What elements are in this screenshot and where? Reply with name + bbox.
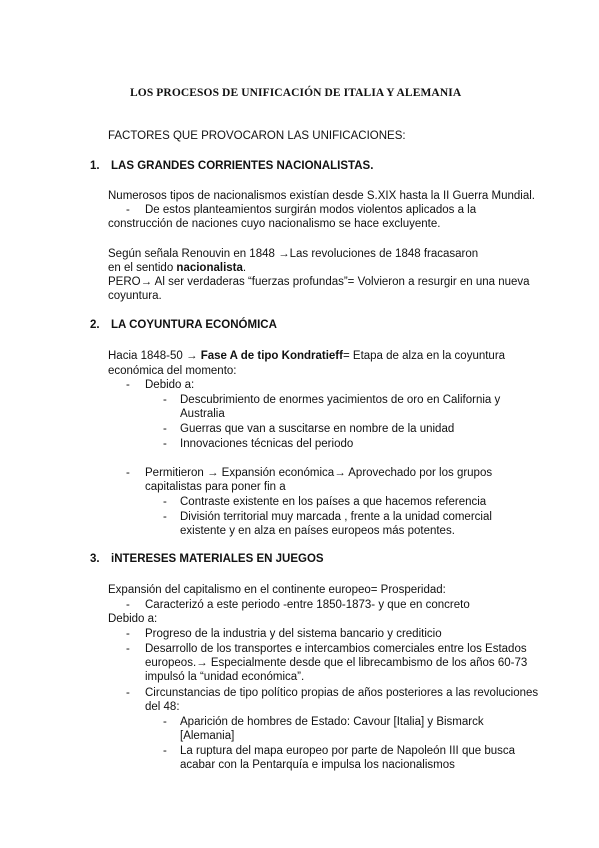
s3-paragraph-1: Expansión del capitalismo en el continente europeo= Prosperidad: xyxy=(108,584,446,596)
s1-paragraph-3-line-1: PERO→ Al ser verdaderas “fuerzas profundas”= Volvieron a resurgir en una nueva xyxy=(108,276,530,288)
dash-bullet: - xyxy=(163,745,167,757)
s2-paragraph-1-line-2: económica del momento: xyxy=(108,365,237,377)
dash-bullet: - xyxy=(126,467,130,479)
text-span: = Etapa de alza en la coyuntura xyxy=(342,350,506,362)
s1-paragraph-1: Numerosos tipos de nacionalismos existían desde S.XIX hasta la II Guerra Mundial. xyxy=(108,190,535,202)
section-3-number: 3. xyxy=(90,553,100,565)
dash-bullet: - xyxy=(163,511,167,523)
s2-permitieron-line-2: capitalistas para poner fin a xyxy=(145,481,286,493)
s3-bullet-1: Caracterizó a este periodo -entre 1850-1873- y que en concreto xyxy=(145,599,470,611)
s3-item-3-line-2: del 48: xyxy=(145,701,180,713)
dash-bullet: - xyxy=(126,687,130,699)
dash-bullet: - xyxy=(163,394,167,406)
s3-item-2-line-1: Desarrollo de los transportes e intercambios comerciales entre los Estados xyxy=(145,643,527,655)
factores-heading: FACTORES QUE PROVOCARON LAS UNIFICACIONES: xyxy=(108,130,406,142)
dash-bullet: - xyxy=(163,438,167,450)
section-1-heading: LAS GRANDES CORRIENTES NACIONALISTAS. xyxy=(111,160,374,172)
dash-bullet: - xyxy=(126,599,130,611)
section-3-heading: iNTERESES MATERIALES EN JUEGOS xyxy=(111,553,324,565)
s3-item-1: Progreso de la industria y del sistema bancario y crediticio xyxy=(145,628,442,640)
s2-debido: Debido a: xyxy=(145,379,195,391)
bold-span: nacionalista xyxy=(176,262,243,274)
s2-sub-2: Guerras que van a suscitarse en nombre de la unidad xyxy=(180,423,455,435)
bold-span: Fase A de tipo Kondratieff xyxy=(200,350,343,362)
s3-sub-2-line-1: La ruptura del mapa europeo por parte de Napoleón III que busca xyxy=(180,745,516,757)
s3-item-3-line-1: Circunstancias de tipo político propias de años posteriores a las revoluciones xyxy=(145,687,539,699)
s3-sub-1-line-2: [Alemania] xyxy=(180,730,235,742)
s2-permitieron-line-1: Permitieron → Expansión económica→ Aprovechado por los grupos xyxy=(145,467,493,479)
dash-bullet: - xyxy=(126,628,130,640)
s3-debido: Debido a: xyxy=(108,613,158,625)
s2-sub-3: Innovaciones técnicas del periodo xyxy=(180,438,354,450)
s3-item-2-line-3: impulsó la “unidad económica”. xyxy=(145,671,305,683)
dash-bullet: - xyxy=(163,423,167,435)
s3-sub-1-line-1: Aparición de hombres de Estado: Cavour [Italia] y Bismarck xyxy=(180,716,484,728)
document-title: LOS PROCESOS DE UNIFICACIÓN DE ITALIA Y ALEMANIA xyxy=(130,87,462,99)
section-1-number: 1. xyxy=(90,160,100,172)
s3-item-2-line-2: europeos.→ Especialmente desde que el librecambismo de los años 60-73 xyxy=(145,657,528,669)
dash-bullet: - xyxy=(126,643,130,655)
s1-bullet-line-1: De estos planteamientos surgirán modos violentos aplicados a la xyxy=(145,204,477,216)
dash-bullet: - xyxy=(126,204,130,216)
s2-paragraph-1-line-1 xyxy=(108,349,505,364)
s2-sub-4: Contraste existente en los países a que hacemos referencia xyxy=(180,496,487,508)
text-span: en el sentido xyxy=(108,262,177,274)
s1-paragraph-3-line-2: coyuntura. xyxy=(108,290,162,302)
dash-bullet: - xyxy=(163,716,167,728)
dash-bullet: - xyxy=(163,496,167,508)
s3-sub-2-line-2: acabar con la Pentarquía e impulsa los nacionalismos xyxy=(180,759,455,771)
s1-bullet-line-2: construcción de naciones cuyo nacionalismo se hace excluyente. xyxy=(108,218,441,230)
s2-sub-5-line-1: División territorial muy marcada , frente a la unidad comercial xyxy=(180,511,492,523)
s2-sub-1-line-2: Australia xyxy=(180,408,225,420)
s2-sub-1-line-1: Descubrimiento de enormes yacimientos de oro en California y xyxy=(180,394,501,406)
s1-paragraph-2-line-2 xyxy=(108,261,246,276)
section-2-number: 2. xyxy=(90,319,100,331)
section-2-heading: LA COYUNTURA ECONÓMICA xyxy=(111,319,277,331)
text-span: Hacia 1848-50 → xyxy=(108,350,201,362)
s1-paragraph-2-line-1: Según señala Renouvin en 1848 →Las revoluciones de 1848 fracasaron xyxy=(108,248,479,260)
text-span: . xyxy=(242,262,247,274)
dash-bullet: - xyxy=(126,379,130,391)
s2-sub-5-line-2: existente y en alza en países europeos más potentes. xyxy=(180,525,455,537)
